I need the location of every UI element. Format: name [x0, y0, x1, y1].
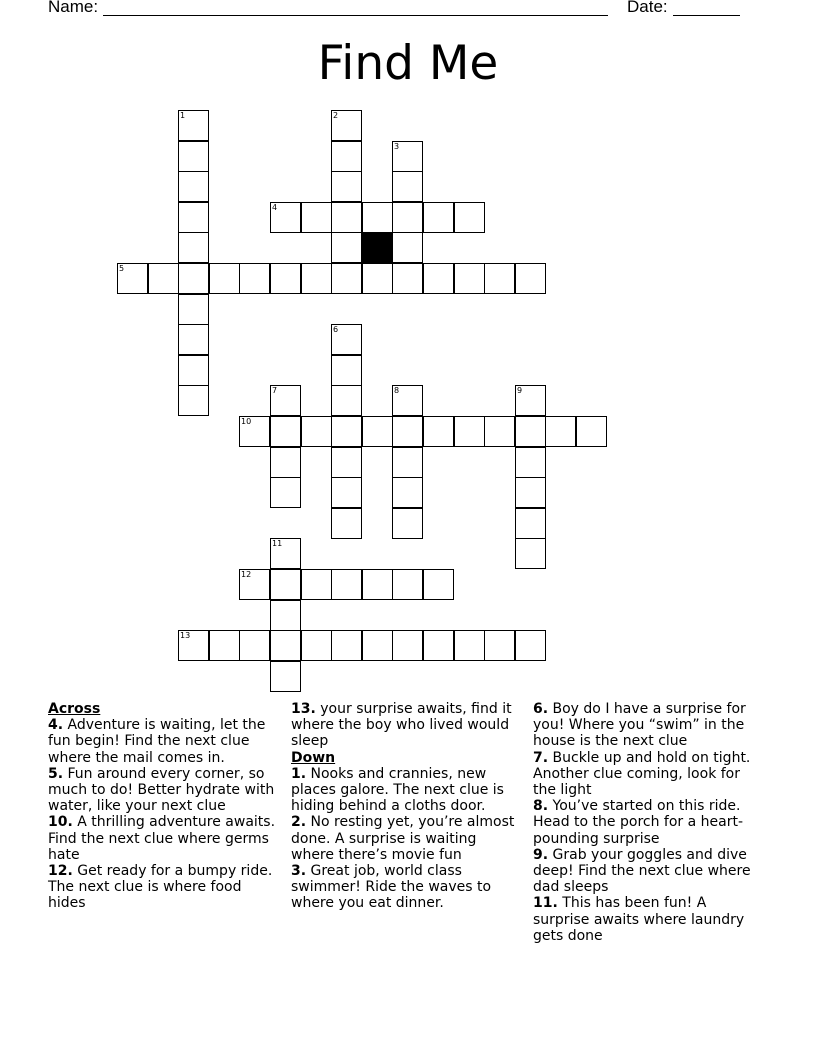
clue-number: 11.: [533, 895, 558, 912]
grid-cell[interactable]: [270, 202, 301, 233]
clue-number-label: 8: [394, 386, 400, 395]
grid-cell[interactable]: [178, 263, 209, 294]
clue-number: 10.: [48, 814, 73, 831]
grid-cell[interactable]: [270, 416, 301, 447]
grid-cell[interactable]: [392, 141, 423, 172]
grid-cell[interactable]: [270, 447, 301, 478]
grid-cell[interactable]: [392, 630, 423, 661]
clue-number-label: 13: [180, 631, 191, 640]
down-heading: Down: [291, 749, 336, 766]
clue-across-4: [48, 717, 276, 766]
grid-cell[interactable]: [331, 416, 362, 447]
clue-text: This has been fun! A surprise awaits where laundry gets done: [533, 895, 745, 944]
clue-down-1: [291, 766, 519, 815]
grid-cell[interactable]: [301, 569, 332, 600]
grid-cell[interactable]: [392, 171, 423, 202]
grid-cell[interactable]: [178, 110, 209, 141]
grid-cell[interactable]: [392, 385, 423, 416]
clue-text: Get ready for a bumpy ride. The next clue is where food hides: [48, 863, 273, 912]
grid-cell[interactable]: [515, 538, 546, 569]
grid-cell[interactable]: [270, 661, 301, 692]
clue-text: Nooks and crannies, new places galore. The next clue is hiding behind a cloths door.: [291, 765, 504, 815]
grid-cell[interactable]: [392, 508, 423, 539]
clue-number-label: 5: [119, 264, 125, 273]
across-heading: Across: [48, 701, 101, 717]
clue-text: Great job, world class swimmer! Ride the waves to where you eat dinner.: [291, 863, 492, 912]
grid-cell[interactable]: [362, 630, 393, 661]
grid-cell[interactable]: [392, 263, 423, 294]
grid-cell[interactable]: [331, 569, 362, 600]
grid-cell[interactable]: [331, 263, 362, 294]
clue-text: Fun around every corner, so much to do! Better hydrate with water, like your next clue: [48, 765, 275, 815]
grid-cell[interactable]: [515, 508, 546, 539]
clue-down-6: [533, 701, 765, 750]
name-label: Name:: [48, 0, 99, 16]
clue-number: 8.: [533, 798, 549, 815]
grid-cell[interactable]: [392, 477, 423, 508]
grid-cell[interactable]: [331, 447, 362, 478]
clue-number: 13.: [291, 701, 316, 717]
grid-cell[interactable]: [209, 630, 240, 661]
grid-cell[interactable]: [117, 263, 148, 294]
clue-text: Adventure is waiting, let the fun begin! Find the next clue where the mail comes in.: [48, 717, 266, 766]
clues-column-2: [291, 701, 519, 912]
grid-cell[interactable]: [362, 263, 393, 294]
grid-cell[interactable]: [362, 416, 393, 447]
grid-cell[interactable]: [454, 630, 485, 661]
clue-number-label: 6: [333, 325, 339, 334]
grid-cell[interactable]: [239, 416, 270, 447]
clue-number: 7.: [533, 749, 549, 766]
grid-cell[interactable]: [239, 630, 270, 661]
grid-cell[interactable]: [270, 600, 301, 631]
clue-number-label: 3: [394, 142, 400, 151]
clue-number: 4.: [48, 717, 64, 734]
grid-cell[interactable]: [331, 355, 362, 386]
grid-cell[interactable]: [423, 630, 454, 661]
clue-number: 3.: [291, 863, 307, 880]
clues-column-3: [533, 701, 765, 944]
page-title: Find Me: [317, 36, 499, 91]
grid-cell[interactable]: [331, 477, 362, 508]
clue-number-label: 4: [272, 203, 278, 212]
clue-text: You’ve started on this ride. Head to the porch for a heart-pounding surprise: [533, 798, 743, 847]
clue-down-2: [291, 814, 519, 863]
grid-cell[interactable]: [148, 263, 179, 294]
clue-number-label: 12: [241, 570, 252, 579]
grid-cell[interactable]: [454, 263, 485, 294]
grid-cell[interactable]: [576, 416, 607, 447]
clue-number-label: 10: [241, 417, 252, 426]
clue-number-label: 9: [517, 386, 523, 395]
grid-cell[interactable]: [178, 171, 209, 202]
clue-number-label: 11: [272, 539, 283, 548]
date-label: Date:: [627, 0, 668, 16]
grid-cell[interactable]: [515, 630, 546, 661]
grid-cell[interactable]: [331, 508, 362, 539]
grid-cell[interactable]: [178, 232, 209, 263]
grid-cell[interactable]: [362, 202, 393, 233]
grid-cell[interactable]: [331, 385, 362, 416]
clue-down-7: [533, 750, 765, 799]
grid-cell[interactable]: [301, 416, 332, 447]
grid-cell[interactable]: [423, 569, 454, 600]
grid-cell[interactable]: [454, 202, 485, 233]
clue-number: 5.: [48, 765, 64, 782]
grid-cell[interactable]: [270, 569, 301, 600]
grid-cell[interactable]: [270, 263, 301, 294]
grid-cell[interactable]: [331, 324, 362, 355]
black-square: [362, 232, 393, 263]
clue-across-12: [48, 863, 276, 912]
clue-number-label: 1: [180, 111, 186, 120]
clue-number: 9.: [533, 846, 549, 863]
grid-cell[interactable]: [301, 202, 332, 233]
grid-cell[interactable]: [331, 171, 362, 202]
grid-cell[interactable]: [331, 141, 362, 172]
grid-cell[interactable]: [178, 141, 209, 172]
grid-cell[interactable]: [331, 630, 362, 661]
clue-text: Boy do I have a surprise for you! Where you “swim” in the house is the next clue: [533, 701, 746, 750]
grid-cell[interactable]: [178, 385, 209, 416]
clue-number: 2.: [291, 814, 307, 831]
clue-number-label: 2: [333, 111, 339, 120]
grid-cell[interactable]: [178, 355, 209, 386]
clue-number: 1.: [291, 765, 307, 782]
grid-cell[interactable]: [209, 263, 240, 294]
grid-cell[interactable]: [178, 294, 209, 325]
grid-cell[interactable]: [362, 569, 393, 600]
grid-cell[interactable]: [331, 110, 362, 141]
grid-cell[interactable]: [515, 263, 546, 294]
grid-cell[interactable]: [515, 385, 546, 416]
grid-cell[interactable]: [178, 324, 209, 355]
grid-cell[interactable]: [178, 630, 209, 661]
grid-cell[interactable]: [331, 232, 362, 263]
grid-cell[interactable]: [301, 263, 332, 294]
clue-number: 12.: [48, 863, 73, 880]
clue-across-13: [291, 701, 519, 750]
grid-cell[interactable]: [178, 202, 209, 233]
grid-cell[interactable]: [515, 416, 546, 447]
grid-cell[interactable]: [239, 263, 270, 294]
clue-number-label: 7: [272, 386, 278, 395]
clue-text: A thrilling adventure awaits. Find the next clue where germs hate: [48, 814, 276, 863]
clue-down-3: [291, 863, 519, 912]
grid-cell[interactable]: [331, 202, 362, 233]
grid-cell[interactable]: [392, 447, 423, 478]
grid-cell[interactable]: [545, 416, 576, 447]
grid-cell[interactable]: [423, 416, 454, 447]
grid-cell[interactable]: [454, 416, 485, 447]
grid-cell[interactable]: [301, 630, 332, 661]
clue-text: Grab your goggles and dive deep! Find the next clue where dad sleeps: [533, 846, 751, 896]
grid-cell[interactable]: [423, 263, 454, 294]
grid-cell[interactable]: [270, 477, 301, 508]
grid-cell[interactable]: [392, 569, 423, 600]
grid-cell[interactable]: [484, 416, 515, 447]
clue-number: 6.: [533, 701, 549, 717]
grid-cell[interactable]: [270, 630, 301, 661]
grid-cell[interactable]: [392, 416, 423, 447]
grid-cell[interactable]: [239, 569, 270, 600]
clue-down-9: [533, 847, 765, 896]
grid-cell[interactable]: [484, 630, 515, 661]
grid-cell[interactable]: [484, 263, 515, 294]
clue-down-11: [533, 895, 765, 944]
clue-across-5: [48, 766, 276, 815]
clue-text: your surprise awaits, find it where the boy who lived would sleep: [291, 701, 512, 750]
grid-cell[interactable]: [423, 202, 454, 233]
grid-cell[interactable]: [392, 202, 423, 233]
clue-across-10: [48, 814, 276, 863]
clue-text: No resting yet, you’re almost done. A surprise is waiting where there’s movie fun: [291, 814, 515, 863]
grid-cell[interactable]: [392, 232, 423, 263]
clue-text: Buckle up and hold on tight. Another clue coming, look for the light: [533, 749, 751, 799]
clues-column-1: [48, 701, 276, 912]
grid-cell[interactable]: [270, 538, 301, 569]
clue-down-8: [533, 798, 765, 847]
grid-cell[interactable]: [515, 447, 546, 478]
grid-cell[interactable]: [270, 385, 301, 416]
grid-cell[interactable]: [515, 477, 546, 508]
